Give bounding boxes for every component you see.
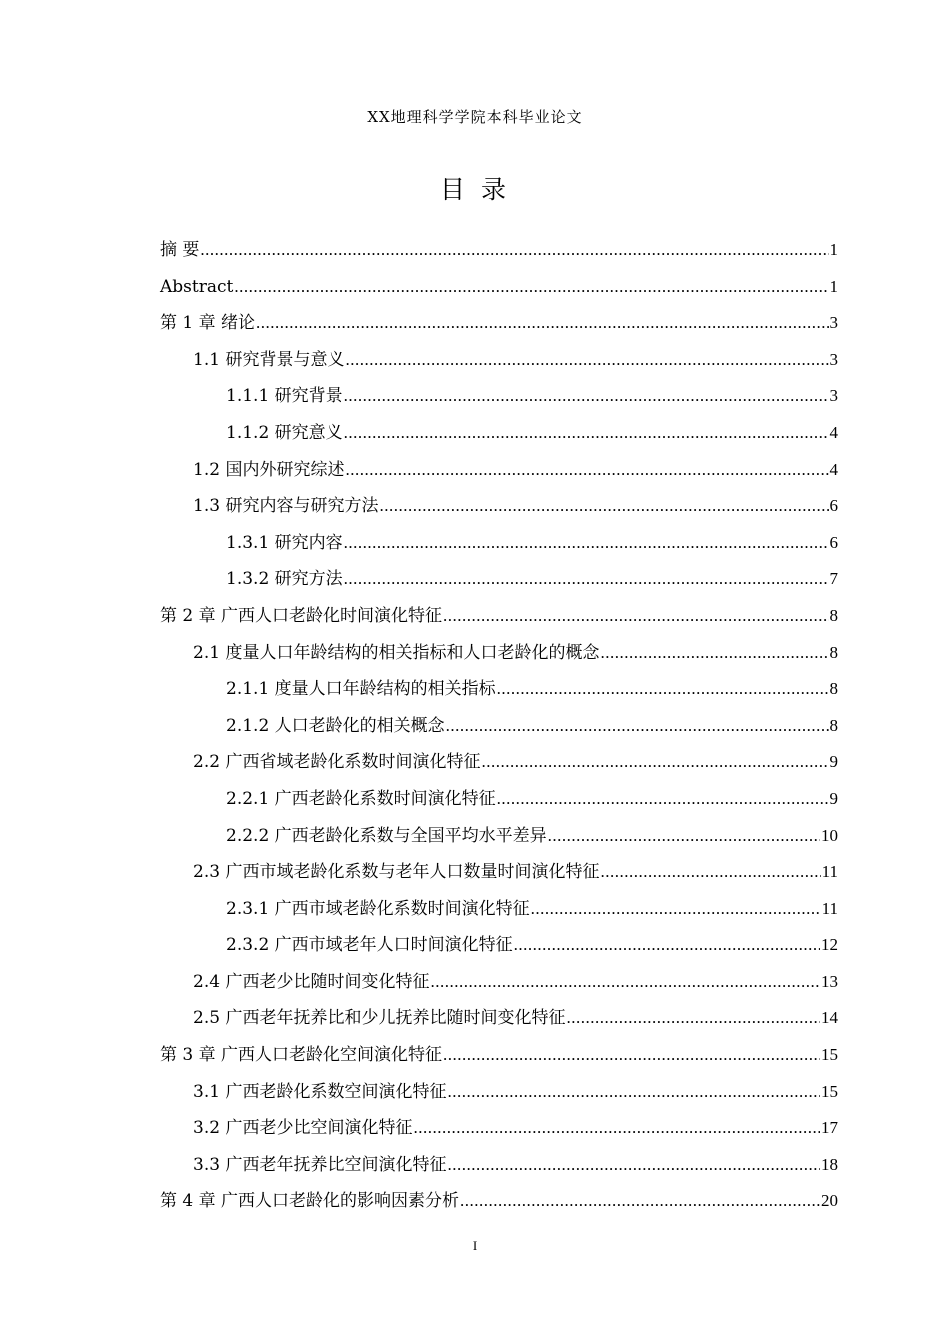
toc-entry-page: 4 — [829, 459, 838, 479]
toc-entry-page: 1 — [829, 240, 838, 259]
toc-entry-page: 6 — [829, 532, 838, 552]
running-header: XX地理科学学院本科毕业论文 — [367, 108, 583, 126]
toc-entry-page: 4 — [829, 422, 838, 442]
toc-entry-label: 3.1 广西老龄化系数空间演化特征 — [193, 1081, 447, 1102]
toc-entry-label: 1.1.2 研究意义 — [226, 422, 343, 443]
toc-entry-label: 2.3.2 广西市域老年人口时间演化特征 — [226, 935, 513, 956]
toc-entry-page: 8 — [829, 642, 838, 662]
toc-leader-dots — [344, 565, 829, 593]
toc-leader-dots — [379, 492, 828, 520]
toc-entry-page: 14 — [821, 1008, 838, 1028]
toc-entry-label: 2.2.2 广西老龄化系数与全国平均水平差异 — [226, 825, 547, 846]
toc-entry-page: 3 — [829, 386, 838, 406]
toc-entry[interactable] — [160, 346, 838, 383]
toc-entry[interactable] — [160, 309, 838, 346]
toc-entry-label: 2.5 广西老年抚养比和少儿抚养比随时间变化特征 — [193, 1008, 566, 1029]
toc-leader-dots — [447, 1151, 820, 1179]
toc-leader-dots — [481, 748, 828, 776]
toc-leader-dots — [460, 1187, 820, 1215]
toc-entry-label: 1.3.1 研究内容 — [226, 532, 343, 553]
toc-leader-dots — [345, 346, 828, 374]
toc-leader-dots — [344, 419, 829, 447]
toc-leader-dots — [497, 675, 829, 703]
toc-leader-dots — [447, 1078, 820, 1106]
toc-entry[interactable] — [160, 675, 838, 712]
toc-entry-page: 20 — [821, 1191, 838, 1211]
toc-leader-dots — [446, 712, 829, 740]
toc-entry[interactable] — [160, 1078, 838, 1115]
toc-entry-label: 1.1.1 研究背景 — [226, 386, 343, 407]
toc-entry-label: 2.4 广西老少比随时间变化特征 — [193, 971, 430, 992]
toc-entry-page: 17 — [821, 1118, 838, 1138]
toc-leader-dots — [430, 968, 820, 996]
toc-entry-label: 摘 要 — [160, 240, 200, 260]
toc-entry[interactable] — [160, 858, 838, 895]
toc-entry[interactable] — [160, 748, 838, 785]
toc-leader-dots — [548, 822, 820, 850]
toc-entry-label: 第 4 章 广西人口老龄化的影响因素分析 — [160, 1191, 460, 1212]
toc-entry[interactable] — [160, 712, 838, 749]
toc-entry-page: 15 — [821, 1081, 838, 1101]
toc-leader-dots — [531, 895, 821, 923]
toc-entry-label: 第 3 章 广西人口老龄化空间演化特征 — [160, 1045, 443, 1066]
toc-entry[interactable] — [160, 456, 838, 493]
toc-entry-label: 3.3 广西老年抚养比空间演化特征 — [193, 1154, 447, 1175]
toc-entry-label: 2.1 度量人口年龄结构的相关指标和人口老龄化的概念 — [193, 642, 600, 663]
toc-leader-dots — [256, 309, 828, 337]
toc-entry-label: 1.1 研究背景与意义 — [193, 349, 345, 370]
toc-entry[interactable] — [160, 785, 838, 822]
toc-entry[interactable] — [160, 602, 838, 639]
toc-entry-page: 3 — [829, 313, 838, 333]
toc-entry-label: 第 1 章 绪论 — [160, 313, 256, 334]
toc-entry-label: 3.2 广西老少比空间演化特征 — [193, 1118, 413, 1139]
toc-entry-page: 10 — [821, 825, 838, 845]
toc-entry-page: 6 — [829, 496, 838, 516]
toc-entry[interactable] — [160, 639, 838, 676]
toc-leader-dots — [600, 639, 828, 667]
toc-entry[interactable] — [160, 1004, 838, 1041]
toc-entry-page: 15 — [821, 1045, 838, 1065]
toc-entry[interactable] — [160, 565, 838, 602]
toc-entry-label: 1.3.2 研究方法 — [226, 569, 343, 590]
toc-entry-page: 9 — [829, 752, 838, 772]
toc-entry[interactable] — [160, 1114, 838, 1151]
toc-entry-label: 2.1.1 度量人口年龄结构的相关指标 — [226, 679, 496, 700]
toc-leader-dots — [514, 931, 820, 959]
toc-leader-dots — [200, 236, 828, 264]
toc-entry[interactable] — [160, 419, 838, 456]
toc-entry-label: 1.3 研究内容与研究方法 — [193, 496, 379, 517]
toc-leader-dots — [345, 456, 828, 484]
toc-leader-dots — [234, 273, 828, 301]
toc-entry-page: 12 — [821, 935, 838, 955]
page-title: 目 录 — [440, 175, 510, 204]
toc-entry-page: 8 — [829, 679, 838, 699]
toc-leader-dots — [600, 858, 820, 886]
toc-entry-page: 8 — [829, 715, 838, 735]
toc-leader-dots — [344, 529, 829, 557]
toc-entry[interactable] — [160, 822, 838, 859]
toc-entry-page: 13 — [821, 971, 838, 991]
toc-leader-dots — [443, 602, 828, 630]
toc-leader-dots — [344, 382, 829, 410]
toc-entry-label: 2.3 广西市域老龄化系数与老年人口数量时间演化特征 — [193, 862, 600, 883]
toc-entry-page: 7 — [829, 569, 838, 589]
toc-entry-label: 2.3.1 广西市域老龄化系数时间演化特征 — [226, 898, 530, 919]
toc-leader-dots — [566, 1004, 820, 1032]
toc-entry[interactable] — [160, 492, 838, 529]
toc-entry-label: 第 2 章 广西人口老龄化时间演化特征 — [160, 605, 443, 626]
page-number: I — [472, 1238, 478, 1253]
toc-entry-page: 9 — [829, 788, 838, 808]
toc-entry[interactable] — [160, 1187, 838, 1224]
table-of-contents — [160, 236, 838, 1224]
toc-entry[interactable] — [160, 931, 838, 968]
toc-entry-label: 2.1.2 人口老龄化的相关概念 — [226, 715, 445, 736]
toc-leader-dots — [497, 785, 829, 813]
toc-leader-dots — [413, 1114, 820, 1142]
toc-entry[interactable] — [160, 273, 838, 310]
toc-entry[interactable] — [160, 968, 838, 1005]
toc-entry[interactable] — [160, 895, 838, 932]
toc-entry[interactable] — [160, 1041, 838, 1078]
toc-entry-label: Abstract — [160, 276, 234, 297]
toc-entry-label: 1.2 国内外研究综述 — [193, 459, 345, 480]
toc-entry-page: 8 — [829, 605, 838, 625]
toc-entry[interactable] — [160, 382, 838, 419]
toc-entry-page: 1 — [829, 276, 838, 296]
toc-entry-page: 18 — [821, 1154, 838, 1174]
toc-entry[interactable] — [160, 529, 838, 566]
toc-entry-label: 2.2.1 广西老龄化系数时间演化特征 — [226, 788, 496, 809]
toc-entry[interactable] — [160, 1151, 838, 1188]
toc-entry-page: 3 — [829, 349, 838, 369]
toc-entry-page: 11 — [821, 898, 838, 918]
toc-entry-label: 2.2 广西省域老龄化系数时间演化特征 — [193, 752, 481, 773]
toc-entry-page: 11 — [821, 862, 838, 882]
toc-entry[interactable] — [160, 236, 838, 273]
toc-leader-dots — [443, 1041, 820, 1069]
